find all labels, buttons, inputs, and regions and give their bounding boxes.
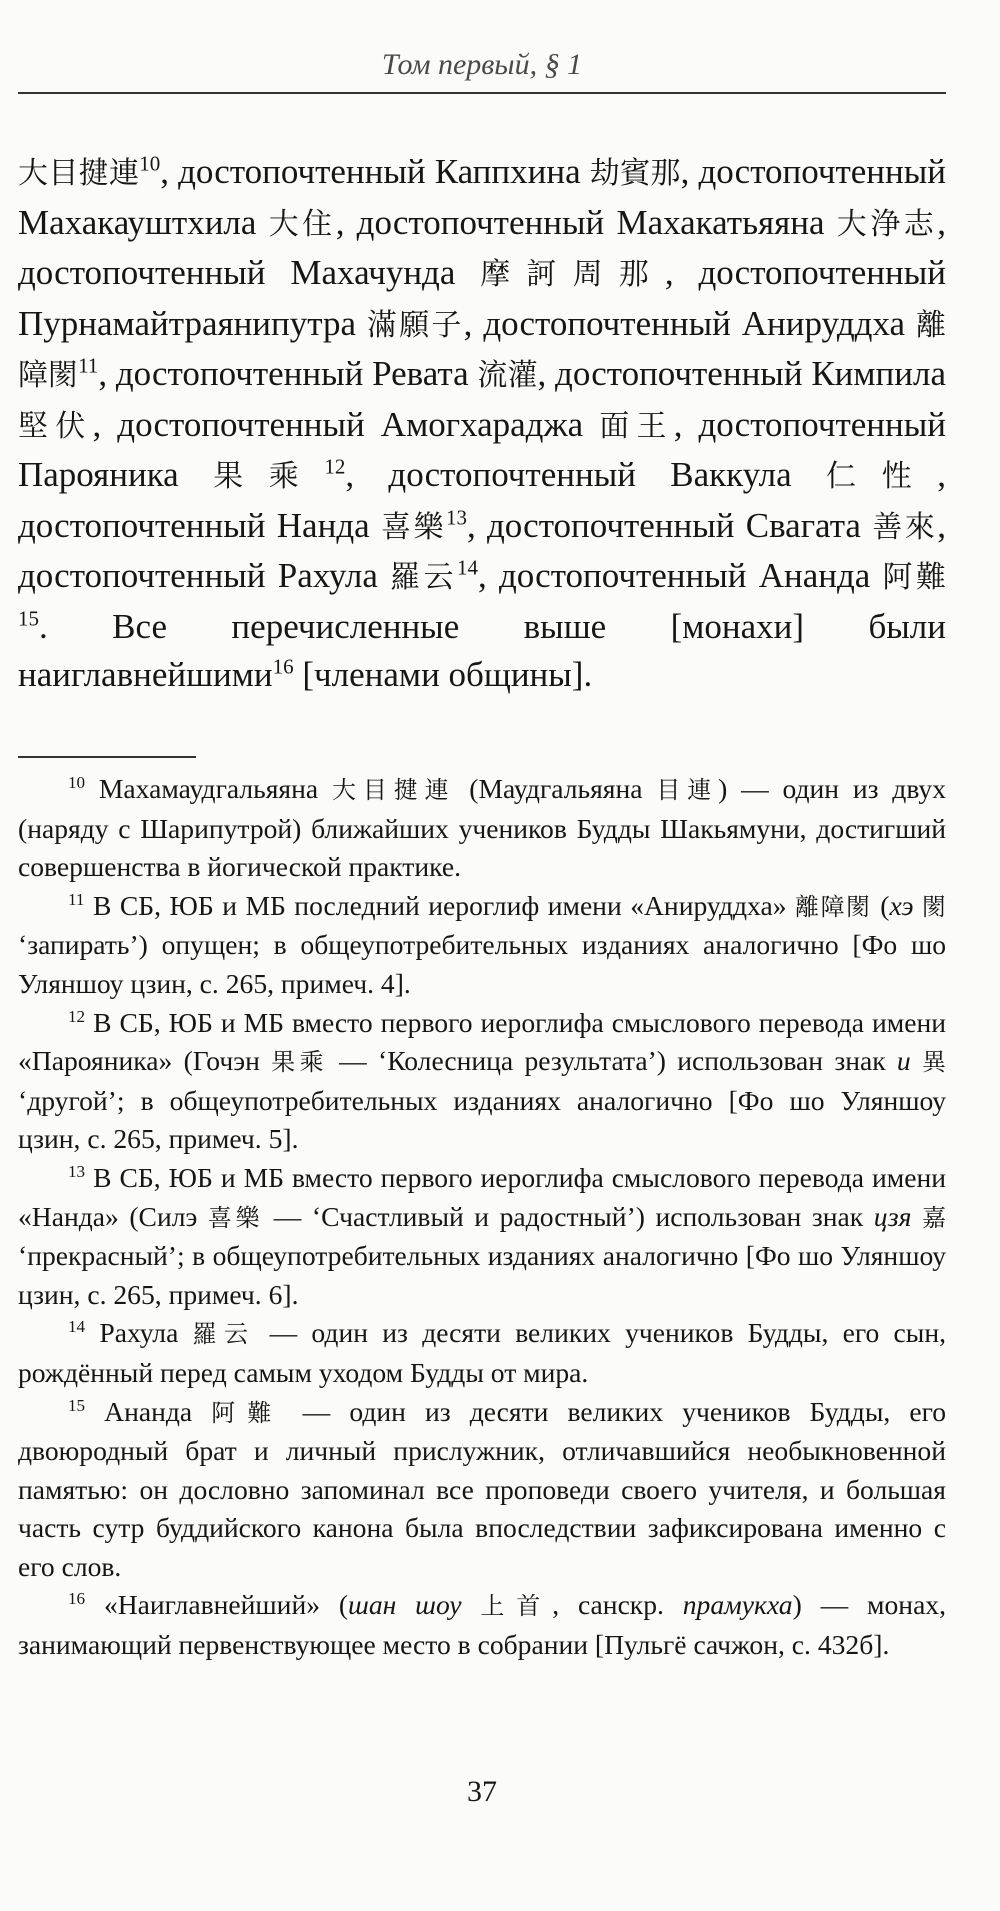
footnote-marker: 12: [68, 1006, 86, 1026]
text-run: Махамаудгальяяна: [85, 773, 332, 804]
text-run: В СБ, ЮБ и МБ вместо первого иероглифа смыслового перевода имени «Парояника» (Гочэн: [18, 1006, 946, 1077]
chinese-term: 羅云: [192, 1320, 256, 1349]
chinese-term: 大目揵連: [331, 776, 456, 804]
text-run: . Все перечисленные выше [монахи] были наиглавнейшими: [18, 606, 946, 694]
text-run: В СБ, ЮБ и МБ вместо первого иероглифа смыслового перевода имени «Нанда» (Силэ: [18, 1161, 946, 1232]
footnote: [18, 1586, 946, 1664]
chinese-term: 堅伏: [18, 408, 93, 444]
chinese-term: 果乘: [271, 1048, 328, 1077]
text-run: , достопочтенный Ревата: [98, 354, 478, 393]
text-run: — ‘Колесница результата’) использован знак: [327, 1045, 897, 1077]
footnote-marker: 11: [68, 889, 85, 909]
footnote-separator: [18, 756, 196, 758]
footnote-marker: 16: [68, 1589, 86, 1609]
footnote-marker: 10: [68, 772, 86, 792]
chinese-term: 阿難: [211, 1398, 284, 1427]
text-run: , достопочтенный Махачунда: [18, 202, 946, 292]
transliteration: цзя: [873, 1200, 912, 1232]
chinese-term: 喜樂: [380, 509, 446, 545]
text-run: , достопочтенный Махакатьяяна: [335, 202, 837, 242]
text-run: ‘прекрасный’; в общеупотребительных изданиях аналогично [Фо шо Уляншоу цзин, с. 265, примеч. 6].: [18, 1240, 946, 1310]
footnote-marker: 16: [272, 654, 294, 679]
chinese-term: 離障閡: [18, 307, 946, 393]
footnote-marker: 10: [139, 151, 161, 176]
text-run: , санскр.: [552, 1589, 683, 1621]
text-run: , достопочтенный Нанда: [18, 455, 947, 545]
chinese-term: 上首: [480, 1592, 553, 1621]
chinese-term: 仁性: [826, 459, 938, 494]
text-run: , достопочтенный Ваккула: [345, 455, 827, 494]
text-run: , достопочтенный Рахула: [18, 505, 946, 595]
text-run: ‘другой’; в общеупотребительных изданиях аналогично [Фо шо Уляншоу цзин, с. 265, примеч. 5].: [18, 1084, 946, 1155]
text-run: , достопочтенный Махакауштхила: [18, 152, 947, 242]
chinese-term: 嘉: [922, 1203, 947, 1232]
text-run: [462, 1589, 481, 1620]
footnote: [18, 1159, 946, 1314]
footnote-marker: 13: [68, 1161, 86, 1181]
text-run: ) — монах, занимающий первенствующее место в собрании [Пульгё сачжон, с. 432б].: [18, 1589, 947, 1661]
main-paragraph: [18, 148, 946, 700]
footnote-marker: 15: [68, 1395, 86, 1415]
chinese-term: 大浄志: [836, 206, 938, 242]
chinese-term: 面王: [599, 408, 674, 444]
footnote: [18, 1393, 946, 1587]
footnote: [18, 1314, 946, 1392]
text-run: (Маудгальяяна: [455, 773, 657, 804]
text-run: Рахула: [85, 1317, 193, 1349]
footnote-marker: 12: [324, 454, 346, 479]
chinese-term: 摩訶周那: [480, 257, 665, 292]
text-run: , достопочтенный Свагата: [466, 505, 873, 545]
footnote-marker: 15: [18, 605, 39, 630]
transliteration: хэ: [889, 889, 914, 921]
text-run: В СБ, ЮБ и МБ последний иероглиф имени «Анируддха»: [84, 889, 795, 921]
footnote-marker: 11: [78, 353, 99, 378]
page-number: 37: [467, 1775, 497, 1808]
chinese-term: 目連: [656, 776, 719, 804]
chinese-term: 離障閡: [795, 892, 872, 921]
chinese-term: 流灌: [477, 358, 538, 393]
text-run: «Наиглавнейший» (: [85, 1589, 349, 1621]
footnote-marker: 14: [68, 1317, 86, 1337]
transliteration: прамукха: [682, 1589, 793, 1621]
text-run: ‘запирать’) опущен; в общеупотребительных изданиях аналогично [Фо шо Уляншоу цзин, с. 265, примеч. 4].: [18, 929, 946, 999]
chinese-term: 果乘: [213, 459, 325, 494]
transliteration: и: [896, 1045, 911, 1077]
text-run: — один из десяти великих учеников Будды, его сын, рождённый перед самым уходом Будды от мира.: [18, 1317, 946, 1388]
chinese-term: 善來: [872, 509, 938, 545]
chinese-term: 大住: [268, 206, 336, 242]
chinese-term: 異: [922, 1048, 946, 1077]
text-run: [914, 890, 923, 921]
text-run: , достопочтенный Амогхараджа: [92, 404, 600, 444]
footnote: [18, 887, 946, 1004]
text-run: Ананда: [85, 1395, 212, 1427]
text-run: , достопочтенный Ананда: [478, 556, 883, 595]
text-run: , достопочтенный Анируддха: [463, 303, 916, 343]
chinese-term: 滿願子: [366, 307, 464, 343]
text-run: (: [871, 889, 890, 921]
footnote: [18, 1004, 946, 1159]
footnote-marker: 14: [457, 555, 479, 580]
footnote-marker: 13: [445, 504, 467, 529]
text-run: ) — один из двух (наряду с Шарипутрой) ближайших учеников Будды Шакьямуни, достигший совершенства в йогической практике.: [18, 773, 946, 883]
footnote: [18, 770, 946, 887]
header-rule: [18, 92, 946, 94]
text-run: [членами общины].: [293, 655, 593, 694]
running-header: Том первый, § 1: [381, 48, 583, 81]
text-run: [911, 1201, 922, 1232]
text-run: , достопочтенный Каппхина: [160, 152, 590, 191]
text-run: , достопочтенный Парояника: [18, 404, 947, 494]
text-run: — ‘Счастливый и радостный’) использован знак: [263, 1200, 874, 1232]
chinese-term: 大目揵連: [18, 156, 140, 191]
text-run: [911, 1045, 922, 1076]
text-run: — один из десяти великих учеников Будды, его двоюродный брат и личный прислужник, отличавшийся необыкновенной памятью: он дословно запоминал все проповеди своего учителя, и большая часть сутр буддийского канона была впоследствии зафиксирована именно с его слов.: [18, 1395, 947, 1582]
footnotes: [18, 770, 946, 1665]
chinese-term: 喜樂: [207, 1203, 264, 1232]
chinese-term: 劫賓那: [589, 156, 681, 191]
text-run: , достопочтенный Кимпила: [537, 354, 947, 393]
chinese-term: 閡: [922, 892, 947, 921]
transliteration: шан шоу: [348, 1589, 462, 1621]
text-run: , достопочтенный Пурнамайтраянипутра: [18, 253, 947, 343]
chinese-term: 羅云: [390, 560, 458, 595]
chinese-term: 阿難: [882, 560, 946, 595]
